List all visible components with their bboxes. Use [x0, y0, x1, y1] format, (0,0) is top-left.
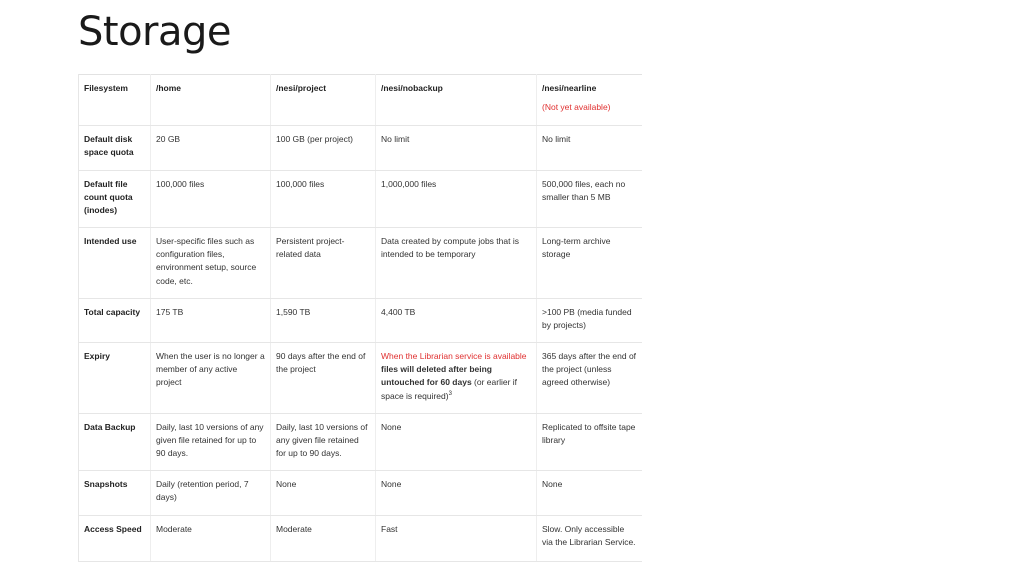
table-cell: None	[537, 471, 643, 516]
table-cell: No limit	[537, 126, 643, 171]
table-cell: None	[271, 471, 376, 516]
space-required-note: (or earlier if space is required)	[381, 377, 518, 401]
col-home: /home	[151, 75, 271, 126]
table-cell-nobackup-expiry	[376, 343, 537, 414]
table-cell: User-specific files such as configuration files, environment setup, source code, etc.	[151, 228, 271, 299]
slide-title: Storage	[78, 9, 232, 55]
col-nearline	[537, 75, 643, 126]
table-cell: When the user is no longer a member of any active project	[151, 343, 271, 414]
table-cell: 500,000 files, each no smaller than 5 MB	[537, 171, 643, 228]
table-cell: Daily, last 10 versions of any given file retained for up to 90 days.	[271, 414, 376, 471]
table-cell: Slow. Only accessible via the Librarian Service.	[537, 516, 643, 562]
table-row	[79, 414, 643, 471]
table-cell: Data created by compute jobs that is intended to be temporary	[376, 228, 537, 299]
table-row	[79, 228, 643, 299]
table-cell: 175 TB	[151, 299, 271, 343]
table-cell: No limit	[376, 126, 537, 171]
row-label-capacity: Total capacity	[79, 299, 151, 343]
table-cell: Long-term archive storage	[537, 228, 643, 299]
table-cell: Moderate	[151, 516, 271, 562]
table-cell: 20 GB	[151, 126, 271, 171]
table-row	[79, 471, 643, 516]
table-row	[79, 516, 643, 562]
storage-table	[78, 74, 642, 562]
nearline-availability-note: (Not yet available)	[542, 102, 611, 113]
storage-table-container	[78, 74, 642, 562]
table-cell: 1,000,000 files	[376, 171, 537, 228]
table-cell: 4,400 TB	[376, 299, 537, 343]
row-label-inodes: Default file count quota (inodes)	[79, 171, 151, 228]
table-cell: None	[376, 414, 537, 471]
untouched-deletion-note: files will deleted after being untouched for 60 days	[381, 364, 492, 388]
row-label-backup: Data Backup	[79, 414, 151, 471]
col-nobackup: /nesi/nobackup	[376, 75, 537, 126]
table-cell: Replicated to offsite tape library	[537, 414, 643, 471]
table-cell: 1,590 TB	[271, 299, 376, 343]
table-row	[79, 126, 643, 171]
table-cell: 100 GB (per project)	[271, 126, 376, 171]
row-label-quota: Default disk space quota	[79, 126, 151, 171]
librarian-availability-note: When the Librarian service is available	[381, 351, 527, 361]
table-cell: Persistent project-related data	[271, 228, 376, 299]
table-cell: None	[376, 471, 537, 516]
header-row	[79, 75, 643, 126]
col-project: /nesi/project	[271, 75, 376, 126]
table-row	[79, 171, 643, 228]
col-nearline-label: /nesi/nearline	[542, 83, 597, 93]
table-cell: 90 days after the end of the project	[271, 343, 376, 414]
table-cell: Daily (retention period, 7 days)	[151, 471, 271, 516]
table-cell: 365 days after the end of the project (unless agreed otherwise)	[537, 343, 643, 414]
table-cell: 100,000 files	[271, 171, 376, 228]
row-label-use: Intended use	[79, 228, 151, 299]
row-label-expiry: Expiry	[79, 343, 151, 414]
table-cell: 100,000 files	[151, 171, 271, 228]
table-cell: Fast	[376, 516, 537, 562]
row-label-snapshots: Snapshots	[79, 471, 151, 516]
table-cell: >100 PB (media funded by projects)	[537, 299, 643, 343]
row-label-speed: Access Speed	[79, 516, 151, 562]
footnote-marker: 3	[448, 390, 452, 397]
table-cell: Daily, last 10 versions of any given file retained for up to 90 days.	[151, 414, 271, 471]
table-cell: Moderate	[271, 516, 376, 562]
table-row	[79, 299, 643, 343]
table-row	[79, 343, 643, 414]
header-label: Filesystem	[79, 75, 151, 126]
